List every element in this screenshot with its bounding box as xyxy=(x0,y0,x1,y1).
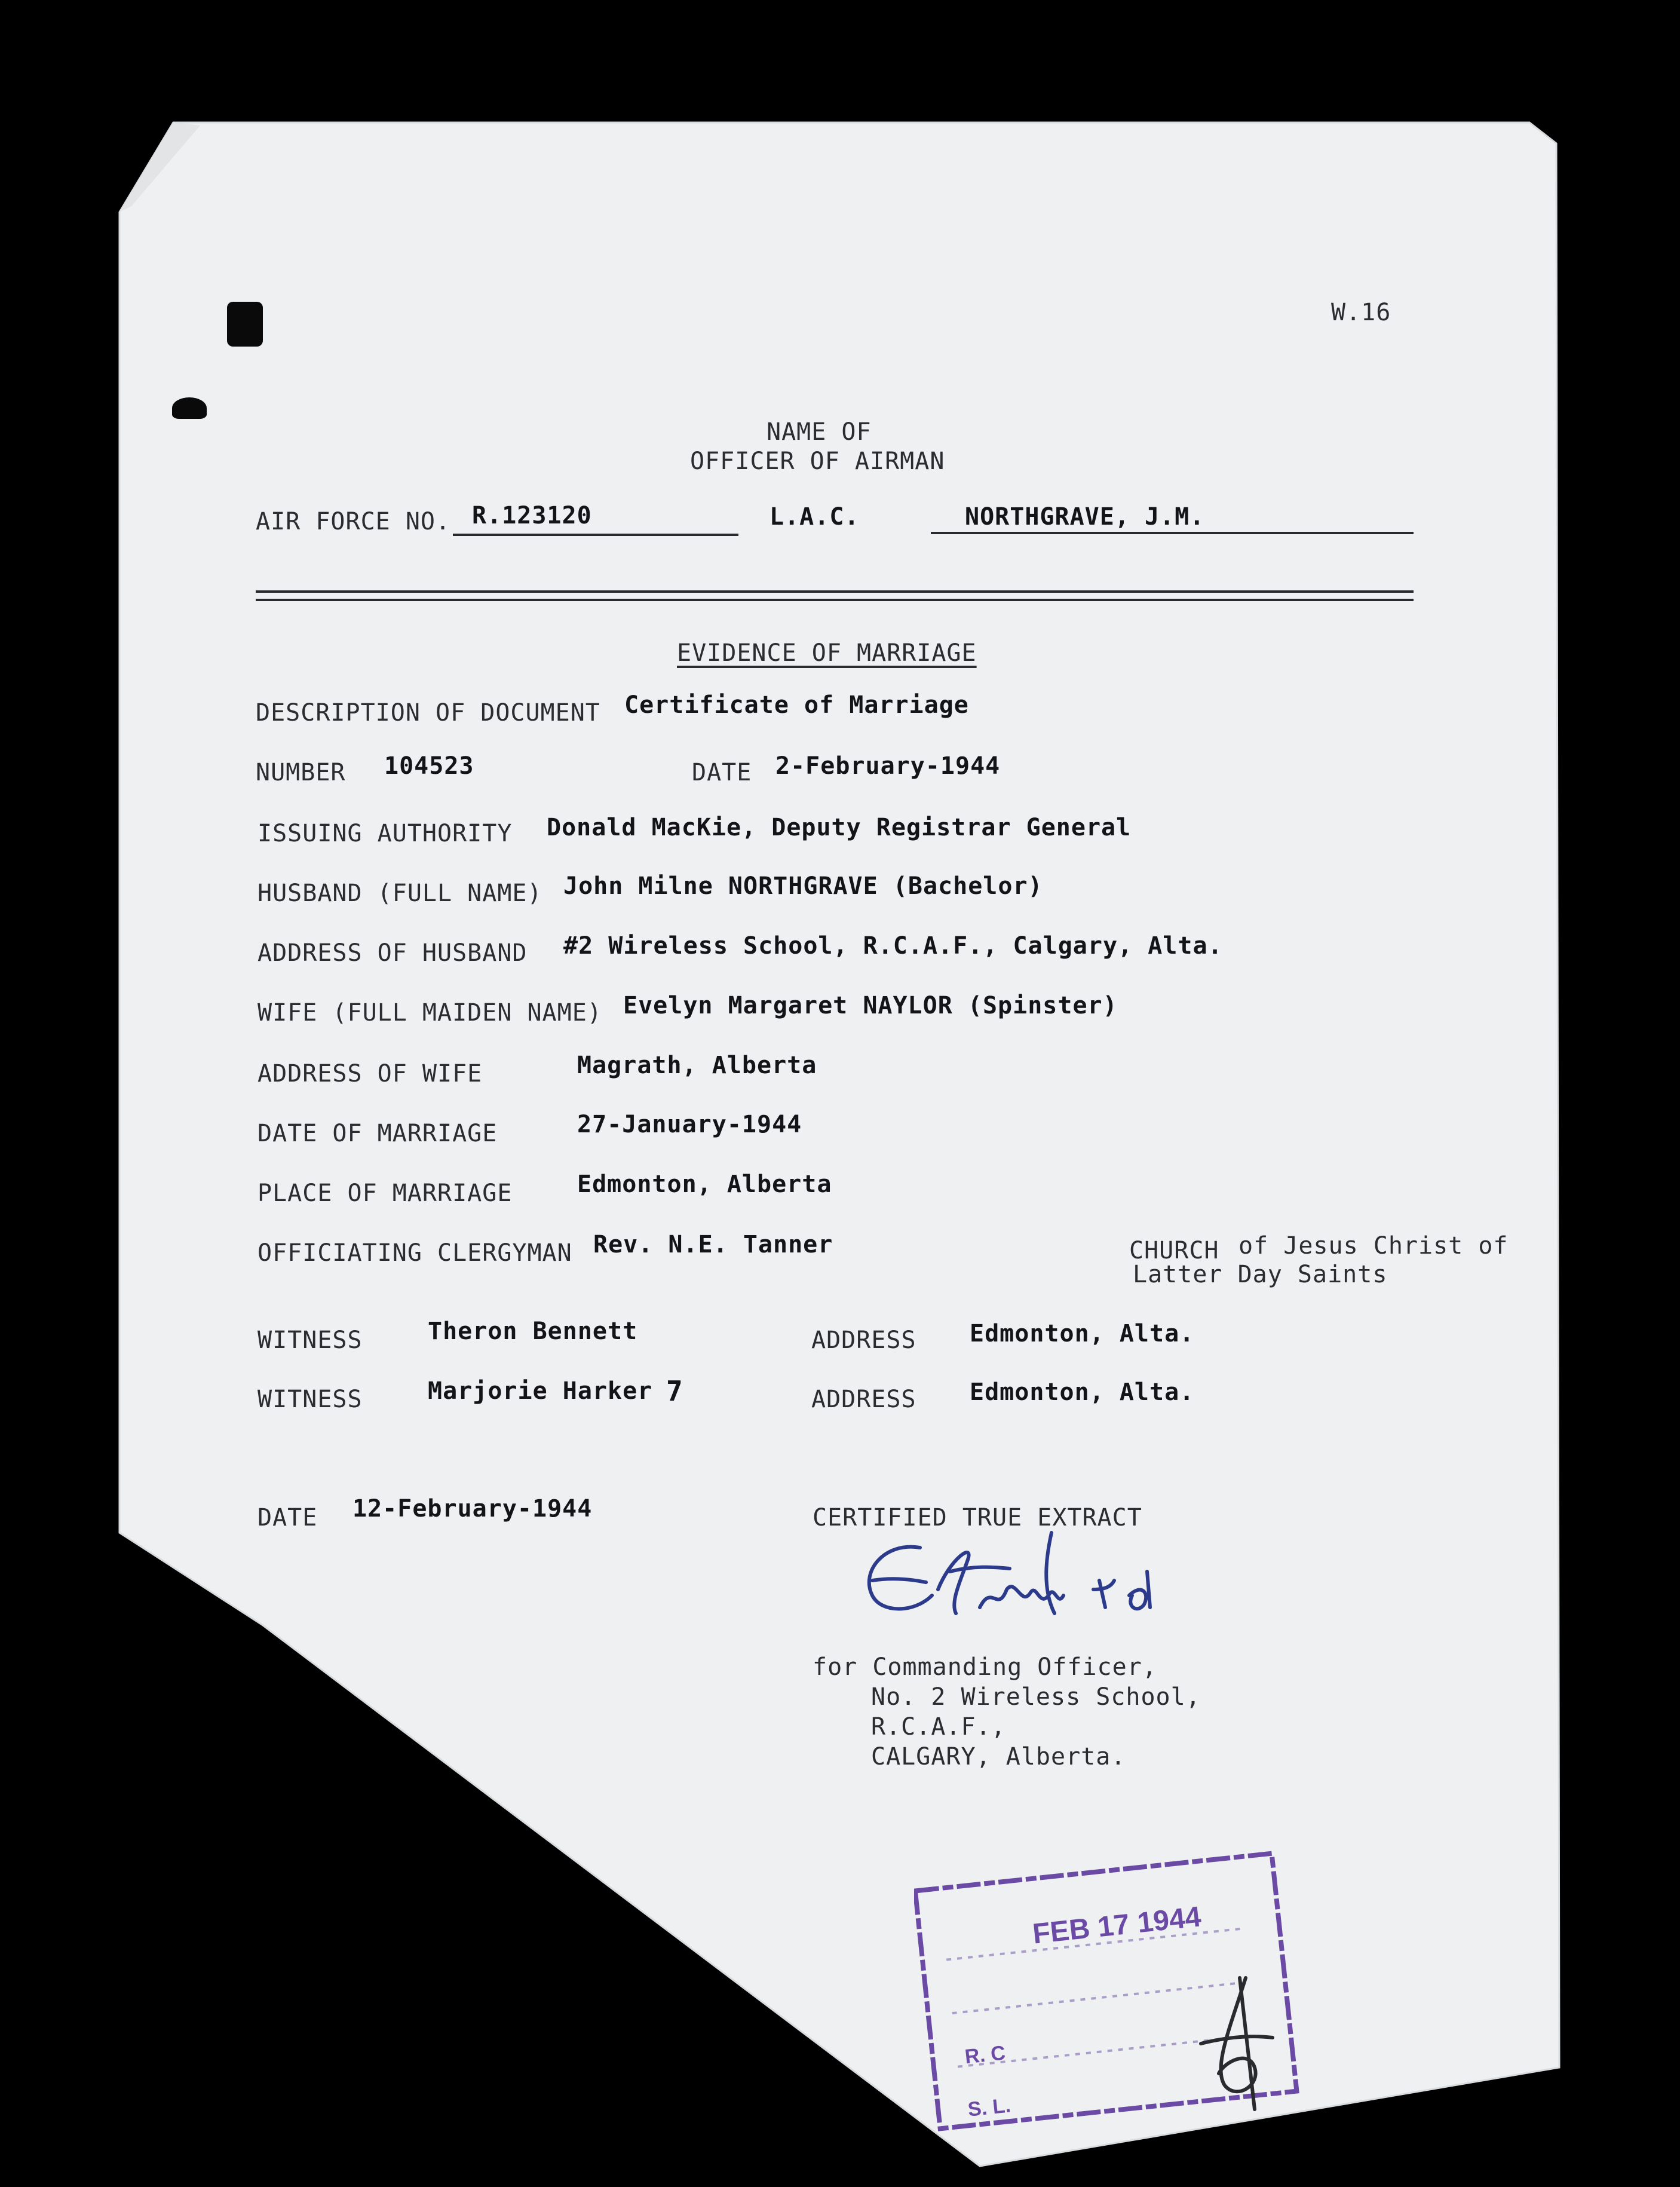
footer-date-value: 12-February-1944 xyxy=(352,1495,593,1523)
received-stamp xyxy=(914,1828,1320,2139)
husband-label: HUSBAND (FULL NAME) xyxy=(257,880,542,907)
for-commanding-officer: for Commanding Officer, xyxy=(813,1653,1157,1681)
airman-name-underline xyxy=(931,532,1414,534)
air-force-no-underline xyxy=(453,534,738,536)
wife-address-value: Magrath, Alberta xyxy=(577,1052,817,1079)
punch-hole-torn xyxy=(172,397,207,419)
stamp-date: FEB 17 1944 xyxy=(1031,1901,1203,1950)
unit-line-2: R.C.A.F., xyxy=(871,1713,1006,1741)
issuing-authority-value: Donald MacKie, Deputy Registrar General xyxy=(547,814,1132,841)
witness-label-1: WITNESS xyxy=(257,1327,363,1354)
unit-line-1: No. 2 Wireless School, xyxy=(871,1683,1201,1711)
witness-label-2: WITNESS xyxy=(257,1386,363,1413)
husband-address-label: ADDRESS OF HUSBAND xyxy=(257,939,528,967)
air-force-no-value: R.123120 xyxy=(472,502,592,529)
footer-date-label: DATE xyxy=(257,1504,318,1531)
date-value: 2-February-1944 xyxy=(775,752,1001,780)
unit-line-3: CALGARY, Alberta. xyxy=(871,1743,1126,1771)
number-value: 104523 xyxy=(384,752,474,780)
name-heading-line1: NAME OF xyxy=(767,418,872,446)
witness-address-label-1: ADDRESS xyxy=(811,1327,916,1354)
form-code: W.16 xyxy=(1331,299,1391,326)
stamp-fragment-1: R. C xyxy=(964,2041,1007,2069)
rank-value: L.A.C. xyxy=(770,503,860,531)
date-label: DATE xyxy=(692,759,752,786)
signature xyxy=(848,1524,1183,1643)
section-title: EVIDENCE OF MARRIAGE xyxy=(677,639,977,667)
place-value: Edmonton, Alberta xyxy=(577,1171,832,1198)
witness-address-1: Edmonton, Alta. xyxy=(970,1320,1195,1347)
punch-hole xyxy=(227,302,263,347)
description-label: DESCRIPTION OF DOCUMENT xyxy=(256,699,600,727)
marriage-date-value: 27-January-1944 xyxy=(577,1111,802,1138)
husband-address-value: #2 Wireless School, R.C.A.F., Calgary, Alta. xyxy=(563,932,1223,960)
church-line1: of Jesus Christ of xyxy=(1238,1232,1509,1260)
husband-value: John Milne NORTHGRAVE (Bachelor) xyxy=(563,872,1043,900)
wife-label: WIFE (FULL MAIDEN NAME) xyxy=(257,999,602,1027)
header-double-rule xyxy=(256,590,1414,601)
clergyman-label: OFFICIATING CLERGYMAN xyxy=(257,1239,572,1267)
witness-name-2: Marjorie Harker xyxy=(428,1377,653,1405)
witness-address-2: Edmonton, Alta. xyxy=(970,1379,1195,1406)
stamp-fragment-2: S. L. xyxy=(967,2094,1012,2121)
church-line2: Latter Day Saints xyxy=(1133,1261,1388,1288)
wife-address-label: ADDRESS OF WIFE xyxy=(257,1060,483,1088)
number-label: NUMBER xyxy=(256,759,346,786)
certified-true-extract: CERTIFIED TRUE EXTRACT xyxy=(813,1504,1142,1531)
witness-mark: 7 xyxy=(666,1375,683,1407)
air-force-no-label: AIR FORCE NO. xyxy=(256,508,451,535)
marriage-date-label: DATE OF MARRIAGE xyxy=(257,1120,498,1147)
issuing-authority-label: ISSUING AUTHORITY xyxy=(257,820,513,847)
witness-name-1: Theron Bennett xyxy=(428,1318,638,1345)
clergyman-value: Rev. N.E. Tanner xyxy=(593,1231,833,1258)
place-label: PLACE OF MARRIAGE xyxy=(257,1180,513,1207)
description-value: Certificate of Marriage xyxy=(624,691,969,719)
wife-value: Evelyn Margaret NAYLOR (Spinster) xyxy=(623,992,1118,1019)
church-label: CHURCH xyxy=(1129,1237,1219,1264)
name-heading-line2: OFFICER OF AIRMAN xyxy=(690,448,945,475)
witness-address-label-2: ADDRESS xyxy=(811,1386,916,1413)
airman-name-value: NORTHGRAVE, J.M. xyxy=(965,503,1205,531)
